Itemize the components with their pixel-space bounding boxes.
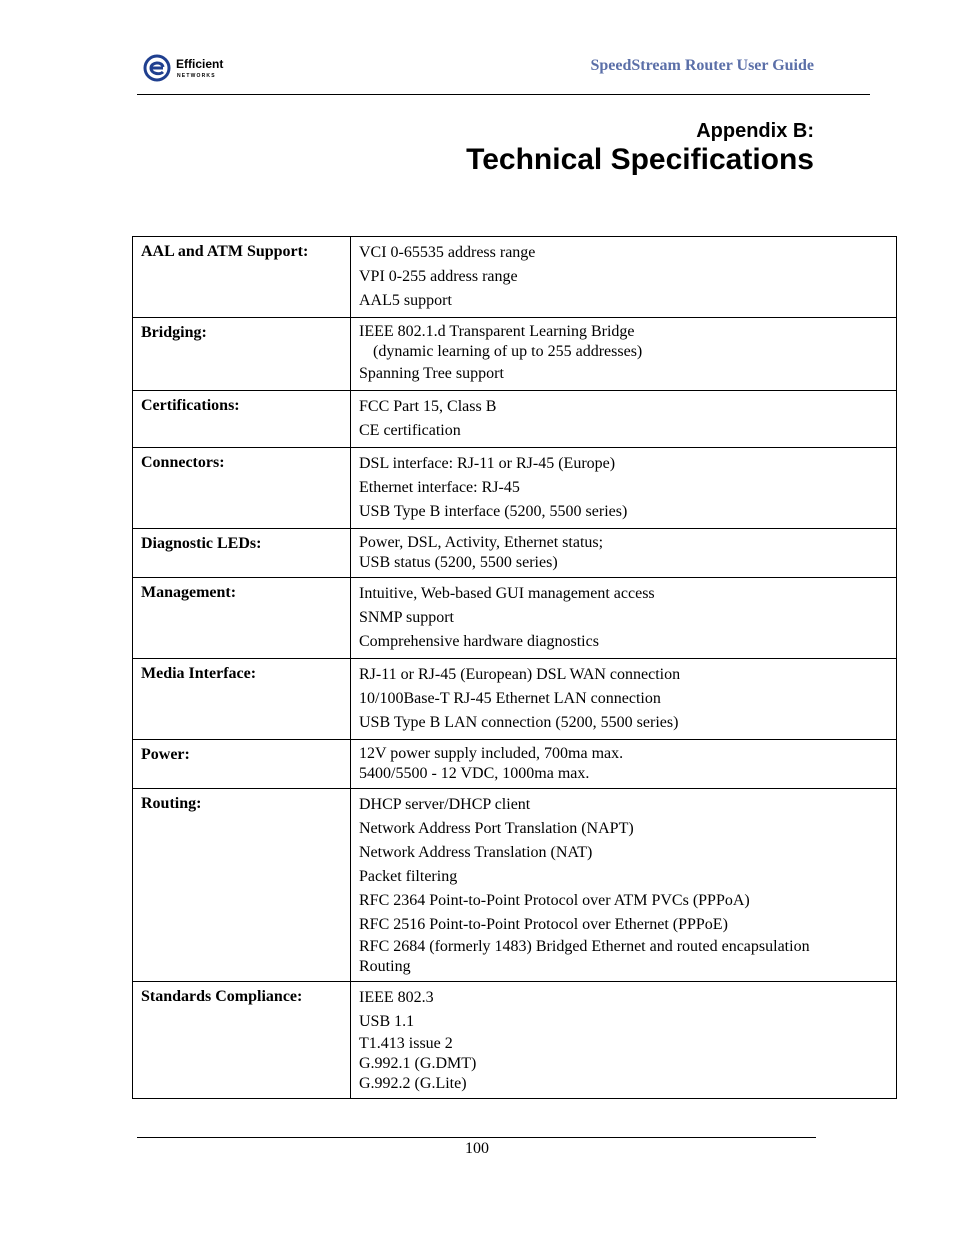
spec-label: Connectors: [133, 448, 351, 529]
spec-label: Routing: [133, 789, 351, 982]
spec-line: VPI 0-255 address range [359, 268, 518, 285]
spec-line: USB Type B interface (5200, 5500 series) [359, 503, 628, 520]
spec-line: Network Address Translation (NAT) [359, 844, 593, 861]
spec-line: Routing [359, 958, 411, 975]
spec-values [351, 659, 897, 740]
spec-line: RFC 2364 Point-to-Point Protocol over ATM PVCs (PPPoA) [359, 892, 750, 909]
spec-row [133, 982, 897, 1099]
spec-label: Management: [133, 578, 351, 659]
logo-icon [143, 53, 238, 83]
spec-line: RFC 2684 (formerly 1483) Bridged Ethernet and routed encapsulation [359, 938, 810, 955]
spec-row [133, 237, 897, 318]
spec-line: USB status (5200, 5500 series) [359, 554, 558, 571]
spec-values [351, 318, 897, 391]
specifications-table [132, 236, 897, 1099]
spec-label: Standards Compliance: [133, 982, 351, 1099]
spec-values [351, 740, 897, 789]
spec-row [133, 578, 897, 659]
spec-line: G.992.1 (G.DMT) [359, 1055, 477, 1072]
spec-line: 5400/5500 - 12 VDC, 1000ma max. [359, 765, 590, 782]
spec-line: VCI 0-65535 address range [359, 244, 536, 261]
spec-row [133, 659, 897, 740]
spec-values [351, 391, 897, 448]
spec-line: 10/100Base-T RJ-45 Ethernet LAN connection [359, 690, 661, 707]
spec-line: T1.413 issue 2 [359, 1035, 453, 1052]
logo-word: Efficient [176, 57, 224, 71]
spec-values [351, 789, 897, 982]
spec-line: USB 1.1 [359, 1013, 415, 1030]
spec-line: CE certification [359, 422, 461, 439]
spec-line: SNMP support [359, 609, 454, 626]
spec-row [133, 318, 897, 391]
spec-row [133, 391, 897, 448]
spec-label: AAL and ATM Support: [133, 237, 351, 318]
spec-line: Intuitive, Web-based GUI management access [359, 585, 655, 602]
spec-line: DSL interface: RJ-11 or RJ-45 (Europe) [359, 455, 616, 472]
spec-line: 12V power supply included, 700ma max. [359, 745, 624, 762]
spec-line: G.992.2 (G.Lite) [359, 1075, 467, 1092]
page-title: Technical Specifications [466, 143, 814, 176]
spec-line: IEEE 802.3 [359, 989, 434, 1006]
spec-row [133, 740, 897, 789]
spec-label: Certifications: [133, 391, 351, 448]
spec-line: (dynamic learning of up to 255 addresses) [373, 343, 643, 360]
spec-line: RFC 2516 Point-to-Point Protocol over Ethernet (PPPoE) [359, 916, 728, 933]
header-divider [137, 94, 870, 95]
spec-row [133, 789, 897, 982]
guide-title: SpeedStream Router User Guide [590, 57, 814, 74]
spec-line: DHCP server/DHCP client [359, 796, 531, 813]
footer-divider [137, 1137, 816, 1138]
spec-label: Bridging: [133, 318, 351, 391]
spec-line: Network Address Port Translation (NAPT) [359, 820, 634, 837]
spec-row [133, 529, 897, 578]
spec-values [351, 448, 897, 529]
spec-values [351, 982, 897, 1099]
spec-line: Spanning Tree support [359, 365, 504, 382]
spec-line: FCC Part 15, Class B [359, 398, 497, 415]
appendix-label: Appendix B: [696, 120, 814, 142]
efficient-networks-logo [143, 53, 238, 83]
page-number: 100 [465, 1140, 489, 1157]
spec-line: Power, DSL, Activity, Ethernet status; [359, 534, 604, 551]
spec-line: AAL5 support [359, 292, 452, 309]
spec-line: Comprehensive hardware diagnostics [359, 633, 599, 650]
spec-label: Power: [133, 740, 351, 789]
spec-line: RJ-11 or RJ-45 (European) DSL WAN connection [359, 666, 681, 683]
spec-line: Ethernet interface: RJ-45 [359, 479, 520, 496]
spec-values [351, 237, 897, 318]
spec-line: Packet filtering [359, 868, 458, 885]
logo-sub: NETWORKS [177, 73, 216, 79]
spec-values [351, 529, 897, 578]
spec-label: Media Interface: [133, 659, 351, 740]
spec-line: IEEE 802.1.d Transparent Learning Bridge [359, 323, 635, 340]
spec-values [351, 578, 897, 659]
spec-label: Diagnostic LEDs: [133, 529, 351, 578]
spec-row [133, 448, 897, 529]
spec-line: USB Type B LAN connection (5200, 5500 series) [359, 714, 679, 731]
